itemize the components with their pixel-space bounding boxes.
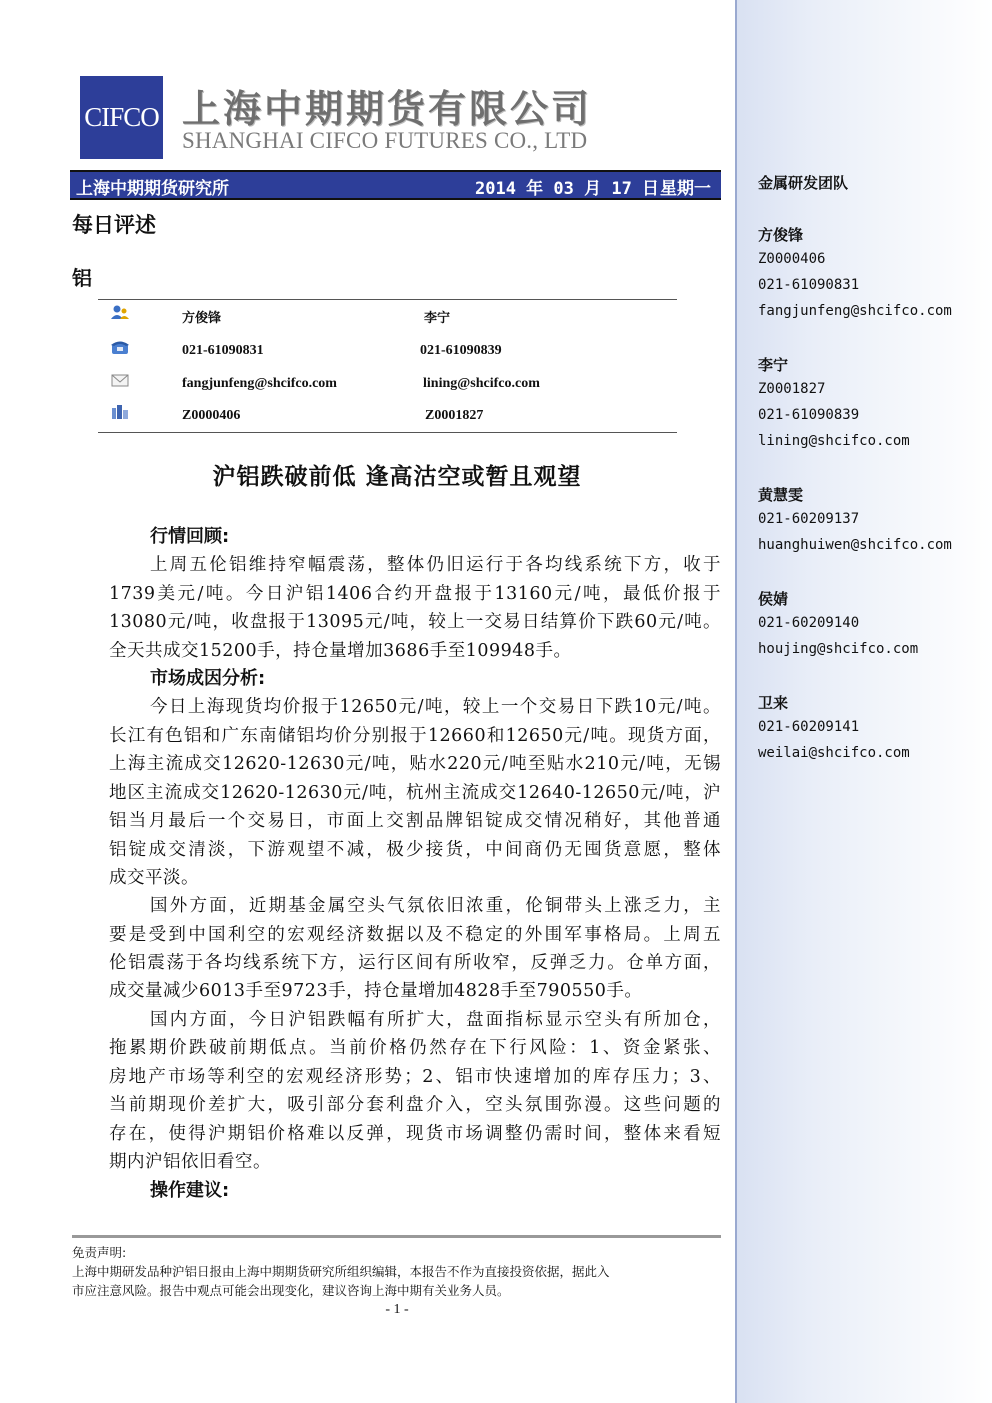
member-phone: 021-60209141 — [758, 719, 860, 735]
header-banner — [70, 170, 721, 200]
analysis-line: 拖累期价跌破前期低点。当前价格仍然存在下行风险：1、资金紧张、 — [109, 1038, 721, 1058]
company-logo — [80, 76, 163, 159]
analysis-line: 长江有色铝和广东南储铝均价分别报于12660和12650元/吨。现货方面， — [109, 726, 721, 746]
member-name: 方俊锋 — [758, 226, 804, 244]
table-bottom-rule — [98, 432, 677, 433]
contact-email-1[interactable]: fangjunfeng@shcifco.com — [182, 376, 337, 391]
member-email[interactable]: weilai@shcifco.com — [758, 745, 910, 761]
analysis-line: 国外方面，近期基金属空头气氛依旧浓重，伦铜带头上涨乏力，主 — [150, 896, 721, 916]
analysis-line: 当前期现价差扩大，吸引部分套利盘介入，空头氛围弥漫。这些问题的 — [109, 1095, 721, 1115]
analysis-line: 铝锭成交清淡，下游观望不减，极少接货，中间商仍无囤货意愿，整体 — [109, 840, 721, 860]
member-name: 侯婧 — [758, 590, 789, 608]
review-heading: 行情回顾: — [150, 526, 230, 547]
institute-name: 上海中期期货研究所 — [76, 179, 229, 199]
commodity-label: 铝 — [72, 266, 92, 290]
review-line: 上周五伦铝维持窄幅震荡，整体仍旧运行于各均线系统下方，收于 — [150, 555, 721, 575]
article-headline: 沪铝跌破前低 逢高沽空或暂且观望 — [212, 463, 582, 490]
member-phone: 021-60209137 — [758, 511, 860, 527]
analysis-line: 要是受到中国利空的宏观经济数据以及不稳定的外围军事格局。上周五 — [109, 925, 721, 945]
analysis-line: 存在，使得沪期铝价格难以反弹，现货市场调整仍需时间，整体来看短 — [109, 1124, 721, 1144]
analysis-line: 伦铝震荡于各均线系统下方，运行区间有所收窄，反弹乏力。仓单方面， — [109, 953, 721, 973]
member-email[interactable]: huanghuiwen@shcifco.com — [758, 537, 952, 553]
disclaimer-label: 免责声明: — [72, 1245, 127, 1260]
analysis-line: 成交平淡。 — [109, 868, 199, 888]
company-name-cn: 上海中期期货有限公司 — [182, 87, 593, 131]
contact-phone-2: 021-61090839 — [420, 343, 502, 358]
team-title: 金属研发团队 — [758, 174, 849, 192]
review-line: 全天共成交15200手，持仓量增加3686手至109948手。 — [109, 641, 572, 661]
analysis-line: 上海主流成交12620-12630元/吨，贴水220元/吨至贴水210元/吨，无锡 — [109, 754, 721, 774]
analysis-line: 地区主流成交12620-12630元/吨，杭州主流成交12640-12650元/吨，沪 — [109, 783, 721, 803]
disclaimer-text: 市应注意风险。报告中观点可能会出现变化，建议咨询上海中期有关业务人员。 — [72, 1283, 510, 1298]
member-id: Z0001827 — [758, 381, 826, 397]
disclaimer-text: 上海中期研发品种沪铝日报由上海中期期货研究所组织编辑，本报告不作为直接投资依据，据此入 — [72, 1264, 610, 1279]
member-email[interactable]: fangjunfeng@shcifco.com — [758, 303, 952, 319]
contact-id-2: Z0001827 — [425, 408, 484, 423]
member-id: Z0000406 — [758, 251, 826, 267]
member-phone: 021-61090831 — [758, 277, 860, 293]
member-name: 卫来 — [758, 694, 789, 712]
mail-icon — [110, 372, 130, 388]
contact-email-2[interactable]: lining@shcifco.com — [423, 376, 540, 391]
phone-icon — [110, 339, 130, 355]
people-icon — [110, 304, 130, 320]
member-phone: 021-61090839 — [758, 407, 860, 423]
contact-name-1: 方俊锋 — [182, 311, 222, 326]
analysis-line: 今日上海现货均价报于12650元/吨，较上一个交易日下跌10元/吨。 — [150, 697, 721, 717]
logo-text: CIFCO — [84, 102, 159, 132]
contact-name-2: 李宁 — [424, 311, 451, 326]
analysis-heading: 市场成因分析: — [150, 668, 266, 689]
analysis-line: 期内沪铝依旧看空。 — [109, 1152, 271, 1172]
analysis-line: 国内方面，今日沪铝跌幅有所扩大，盘面指标显示空头有所加仓， — [150, 1010, 721, 1030]
analysis-line: 成交量减少6013手至9723手，持仓量增加4828手至790550手。 — [109, 981, 643, 1001]
certificate-icon — [110, 404, 130, 420]
member-email[interactable]: lining@shcifco.com — [758, 433, 910, 449]
section-title: 每日评述 — [72, 212, 156, 237]
review-line: 13080元/吨，收盘报于13095元/吨，较上一交易日结算价下跌60元/吨。 — [109, 612, 721, 632]
advice-heading: 操作建议: — [150, 1180, 230, 1201]
report-date: 2014 年 03 月 17 日 — [475, 179, 660, 199]
member-email[interactable]: houjing@shcifco.com — [758, 641, 919, 657]
analysis-line: 铝当月最后一个交易日，市面上交割品牌铝锭成交情况稍好，其他普通 — [109, 811, 721, 831]
table-top-rule — [98, 299, 677, 300]
contact-id-1: Z0000406 — [182, 408, 241, 423]
footer-rule — [72, 1235, 721, 1238]
member-phone: 021-60209140 — [758, 615, 860, 631]
analysis-line: 房地产市场等利空的宏观经济形势；2、铝市快速增加的库存压力；3、 — [109, 1067, 721, 1087]
contact-phone-1: 021-61090831 — [182, 343, 264, 358]
page-number: - 1 - — [385, 1302, 409, 1317]
member-name: 黄慧雯 — [758, 486, 804, 504]
company-name-en: SHANGHAI CIFCO FUTURES CO., LTD — [182, 128, 588, 153]
member-name: 李宁 — [758, 356, 789, 374]
report-weekday: 星期一 — [660, 179, 711, 199]
review-line: 1739美元/吨。今日沪铝1406合约开盘报于13160元/吨，最低价报于 — [109, 584, 721, 604]
